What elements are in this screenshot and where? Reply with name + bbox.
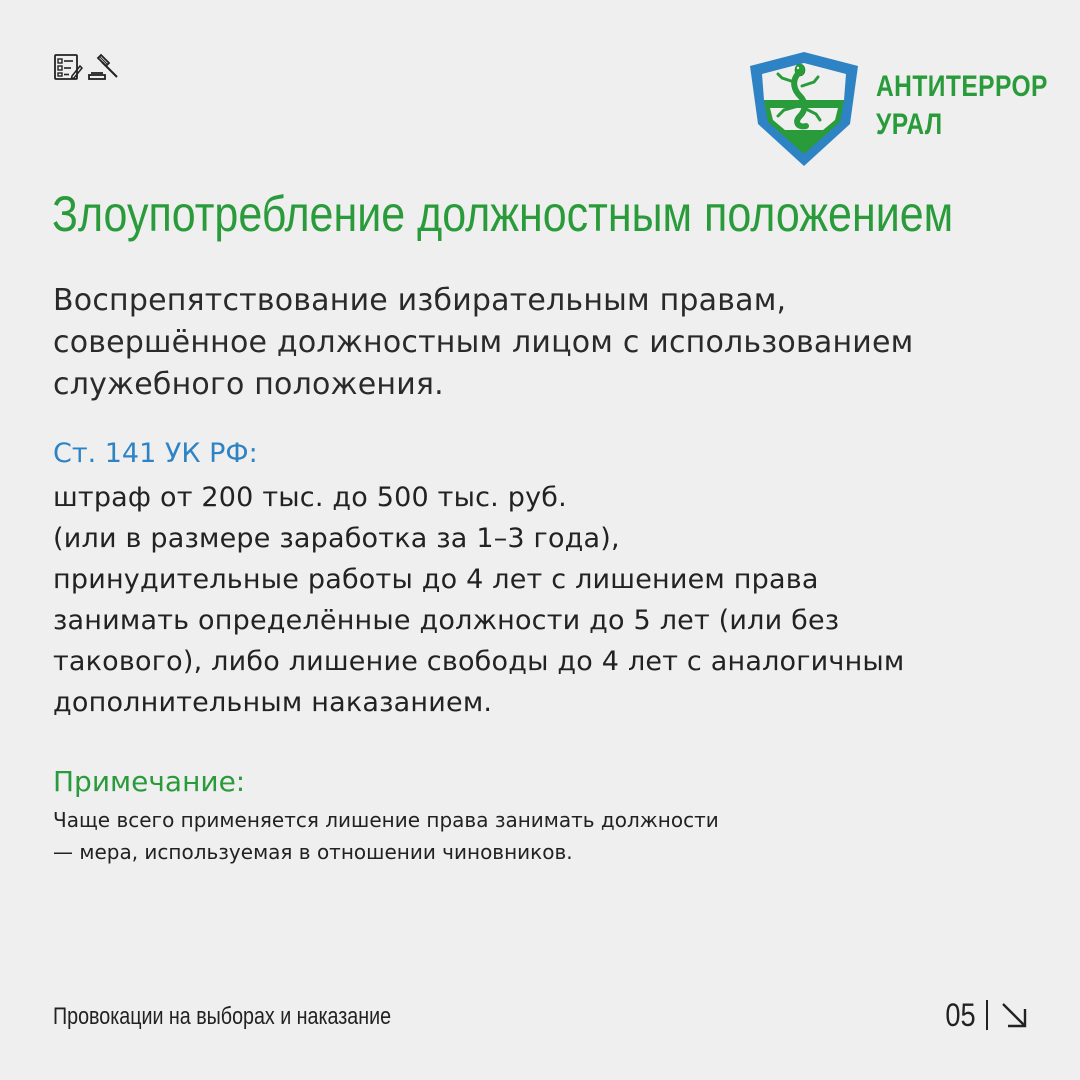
article-line: принудительные работы до 4 лет с лишением права bbox=[53, 564, 819, 595]
article-line: штраф от 200 тыс. до 500 тыс. руб. bbox=[53, 482, 567, 513]
note-line: Чаще всего применяется лишение права занимать должности bbox=[53, 808, 719, 832]
lead-line: Воспрепятствование избирательным правам, bbox=[53, 283, 787, 318]
article-line: (или в размере заработка за 1–3 года), bbox=[53, 523, 620, 554]
article-line: занимать определённые должности до 5 лет (или без bbox=[53, 605, 840, 636]
logo-line-2: УРАЛ bbox=[876, 108, 943, 141]
lizard-icon bbox=[748, 52, 860, 166]
article-line: такового), либо лишение свободы до 4 лет с аналогичным bbox=[53, 646, 905, 677]
article-line: дополнительным наказанием. bbox=[53, 687, 493, 718]
logo bbox=[748, 52, 1080, 166]
divider bbox=[986, 1000, 988, 1030]
note-title: Примечание: bbox=[53, 765, 246, 798]
lead-line: совершённое должностным лицом с использованием bbox=[53, 325, 914, 360]
logo-line-1: АНТИТЕРРОР bbox=[876, 70, 1048, 103]
article-title: Ст. 141 УК РФ: bbox=[53, 438, 258, 469]
page-title: Злоупотребление должностным положением bbox=[52, 186, 954, 242]
note-line: — мера, используемая в отношении чиновников. bbox=[53, 840, 573, 864]
page-number: 05 bbox=[945, 997, 976, 1033]
arrow-down-right-icon[interactable] bbox=[1000, 1001, 1028, 1029]
article-body bbox=[53, 477, 905, 723]
lead-line: служебного положения. bbox=[53, 367, 444, 402]
footer-pagination bbox=[940, 996, 1028, 1034]
lead-paragraph bbox=[53, 280, 1013, 406]
gavel-icon bbox=[87, 52, 121, 82]
header-icons bbox=[53, 52, 121, 82]
footer-caption: Провокации на выборах и наказание bbox=[53, 1003, 392, 1030]
note-body bbox=[53, 804, 719, 868]
checklist-icon bbox=[53, 52, 83, 82]
